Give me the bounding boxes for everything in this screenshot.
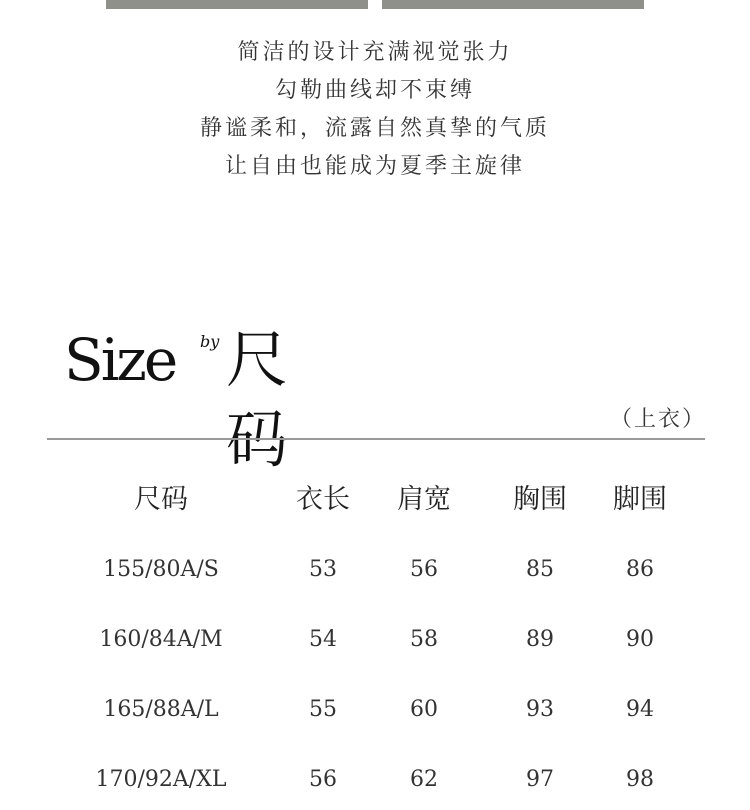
cell-shoulder: 60 bbox=[410, 697, 438, 722]
cell-size: 165/88A/L bbox=[103, 697, 219, 722]
table-row bbox=[0, 750, 750, 810]
table-row bbox=[0, 680, 750, 740]
description-line: 静谧柔和，流露自然真挚的气质 bbox=[199, 116, 550, 141]
table-row bbox=[0, 610, 750, 670]
divider bbox=[47, 438, 705, 440]
description-line: 简洁的设计充满视觉张力 bbox=[237, 40, 513, 65]
header-length: 衣长 bbox=[296, 484, 350, 515]
cell-size: 170/92A/XL bbox=[95, 767, 227, 792]
cell-chest: 85 bbox=[526, 557, 554, 582]
header-hem: 脚围 bbox=[613, 484, 667, 515]
cell-shoulder: 56 bbox=[410, 557, 438, 582]
cell-hem: 90 bbox=[626, 627, 654, 652]
description-line: 勾勒曲线却不束缚 bbox=[274, 78, 475, 103]
cell-length: 55 bbox=[309, 697, 337, 722]
header-shoulder: 肩宽 bbox=[397, 484, 451, 515]
description-block bbox=[0, 34, 750, 186]
product-photo-right bbox=[382, 0, 644, 9]
cell-size: 155/80A/S bbox=[103, 557, 219, 582]
product-photo-left bbox=[106, 0, 368, 9]
cell-chest: 89 bbox=[526, 627, 554, 652]
cell-length: 54 bbox=[309, 627, 337, 652]
size-heading-english: Size bbox=[64, 326, 176, 394]
size-heading-by: by bbox=[200, 332, 220, 351]
header-size: 尺码 bbox=[134, 484, 188, 515]
cell-length: 56 bbox=[309, 767, 337, 792]
cell-hem: 86 bbox=[626, 557, 654, 582]
cell-length: 53 bbox=[309, 557, 337, 582]
cell-hem: 94 bbox=[626, 697, 654, 722]
cell-size: 160/84A/M bbox=[99, 627, 223, 652]
cell-chest: 97 bbox=[526, 767, 554, 792]
garment-type-label: （上衣） bbox=[609, 407, 706, 432]
cell-shoulder: 58 bbox=[410, 627, 438, 652]
size-heading-chinese: 尺码 bbox=[226, 323, 289, 476]
table-row bbox=[0, 540, 750, 600]
cell-chest: 93 bbox=[526, 697, 554, 722]
cell-shoulder: 62 bbox=[410, 767, 438, 792]
description-line: 让自由也能成为夏季主旋律 bbox=[224, 154, 525, 179]
table-header-row bbox=[0, 470, 750, 530]
header-chest: 胸围 bbox=[513, 484, 567, 515]
cell-hem: 98 bbox=[626, 767, 654, 792]
